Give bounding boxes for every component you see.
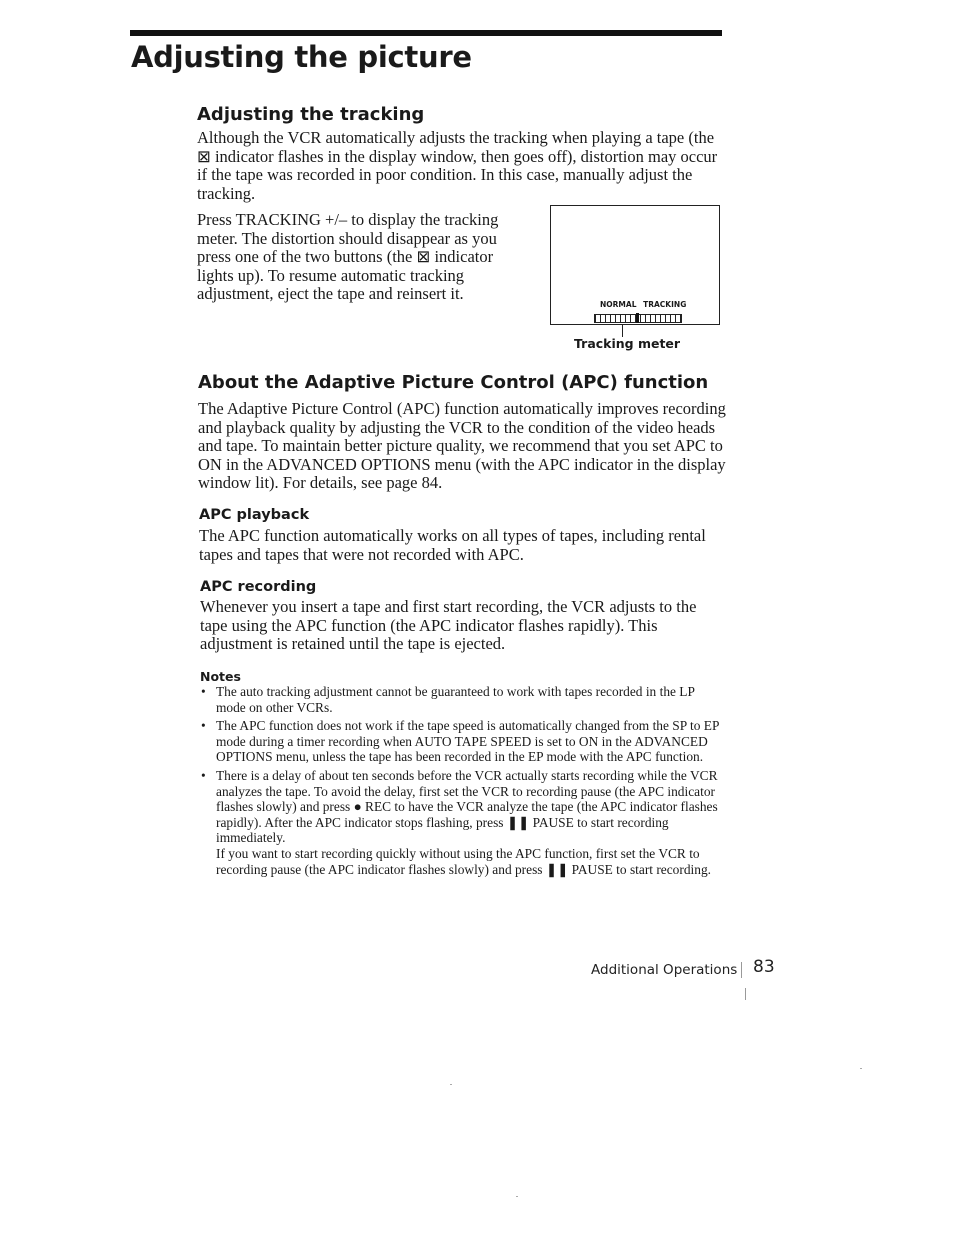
footer-section-name: Additional Operations [591,962,738,978]
bullet-icon: • [201,718,206,734]
meter-label-normal: NORMAL [600,300,637,309]
note-item: • The auto tracking adjustment cannot be guaranteed to work with tapes recorded in the LP mode on other VCRs. [201,684,695,715]
page-title: Adjusting the picture [131,40,472,74]
footer-divider-lower [745,988,746,1000]
tracking-meter-center-mark [636,313,639,323]
apc-intro-paragraph: The Adaptive Picture Control (APC) function automatically improves recording and playback quality by adjusting the VCR to the condition of the video heads and tape. To maintain better picture quality, we recommend that you set APC to ON in the ADVANCED OPTIONS menu (with the APC indicator in the display window lit). For details, see page 84. [198,399,726,493]
page-number: 83 [753,957,775,977]
tracking-paragraph-2: Press TRACKING +/– to display the tracking meter. The distortion should disappear as you press one of the two buttons (the ⊠ indicator lights up). To resume automatic tracking adjustment, eject the tape and reinsert it. [197,210,499,304]
note-item: • The APC function does not work if the tape speed is automatically changed from the SP to EP mode during a timer recording when AUTO TAPE SPEED is set to ON in the ADVANCED OPTIONS menu, unless the tape has been recorded in the EP mode with the APC function. [201,718,719,765]
title-rule [130,30,722,36]
note-extra-text: If you want to start recording quickly without using the APC function, first set the VCR to recording pause (the APC indicator flashes slowly) and press ❚❚ PAUSE to start recording. [216,845,711,877]
scan-speck [450,1084,452,1085]
notes-heading: Notes [200,669,241,684]
apc-playback-paragraph: The APC function automatically works on all types of tapes, including rental tapes and tapes that were not recorded with APC. [199,526,706,564]
bullet-icon: • [201,767,206,783]
apc-recording-paragraph: Whenever you insert a tape and first start recording, the VCR adjusts to the tape using the APC function (the APC indicator flashes rapidly). This adjustment is retained until the tape is ejected. [200,597,697,654]
meter-label-tracking: TRACKING [643,300,687,309]
footer-divider [741,962,742,978]
apc-heading: About the Adaptive Picture Control (APC) function [198,372,709,393]
scan-speck [860,1068,862,1069]
bullet-icon: • [201,684,206,699]
tracking-meter-caption: Tracking meter [574,336,681,351]
scan-speck [516,1196,518,1197]
tracking-meter-labels [600,300,686,309]
apc-recording-heading: APC recording [200,579,317,595]
apc-playback-heading: APC playback [199,507,310,523]
note-item: • There is a delay of about ten seconds before the VCR actually starts recording while the VCR analyzes the tape. To avoid the delay, first set the VCR to recording pause (the APC indicator flashes slowly) and press ● REC to have the VCR analyze the tape (the APC indicator flashes rapidly). After the APC indicator stops flashing, press ❚❚ PAUSE to start recording immediately. If you want to start recording quickly without using the APC function, first set the VCR to recording pause (the APC indicator flashes slowly) and press ❚❚ PAUSE to start recording. [200,768,725,877]
notes-list [200,684,725,880]
tracking-heading: Adjusting the tracking [197,104,425,125]
tracking-paragraph-1: Although the VCR automatically adjusts the tracking when playing a tape (the ⊠ indicator flashes in the display window, then goes off), distortion may occur if the tape was recorded in poor condition. In this case, manually adjust the tracking. [197,128,718,203]
